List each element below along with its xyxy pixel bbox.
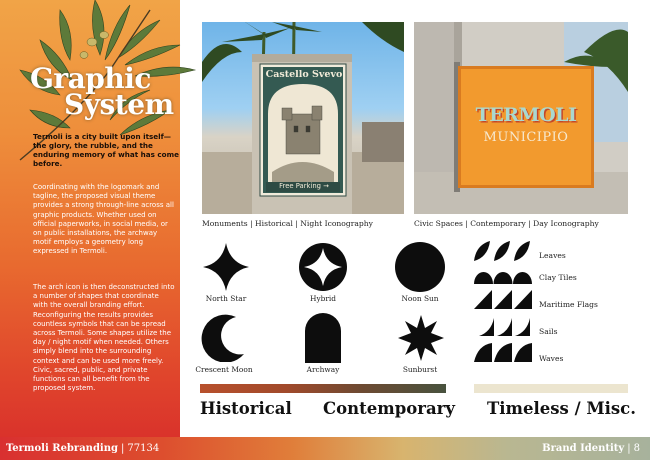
body-paragraph-1: Coordinating with the logomark and tagline, the proposed visual theme provides a strong through-line across all graphic products. Whether used on official paperworks, in social media, or on public installations, the archway motif employs a geometry long expressed in Termoli. xyxy=(33,183,174,256)
pattern-label-waves: Waves xyxy=(539,354,564,363)
footer-bar xyxy=(0,437,650,460)
page-title-line2: System xyxy=(64,88,174,121)
pattern-label-sails: Sails xyxy=(539,327,558,336)
sunburst-icon xyxy=(398,315,444,361)
arrow-right-icon: → xyxy=(323,182,329,190)
pattern-label-clay-tiles: Clay Tiles xyxy=(539,273,577,282)
footer-section-title: Brand Identity xyxy=(542,443,625,454)
page-title xyxy=(30,62,190,121)
civic-caption: Civic Spaces | Contemporary | Day Iconography xyxy=(414,219,599,228)
footer-project xyxy=(6,443,159,454)
lead-statement: Termoli is a city built upon itself—the glory, the rubble, and the enduring memory of what has come before. xyxy=(33,132,179,168)
page-title-line1: Graphic xyxy=(30,62,151,95)
historical-contemporary-gradient-bar xyxy=(200,384,446,393)
clay-tiles-pattern-icon xyxy=(474,270,532,284)
sign-subtitle: MUNICIPIO xyxy=(483,130,569,145)
footer-project-number: 77134 xyxy=(127,443,160,454)
archway-icon xyxy=(305,313,341,363)
category-contemporary: Contemporary xyxy=(323,399,455,418)
poster-title: Castello Svevo xyxy=(265,69,343,80)
footer-project-title: Termoli Rebranding xyxy=(6,443,118,454)
north-star-icon xyxy=(203,243,249,291)
poster-cta xyxy=(268,182,340,190)
shape-label-noon-sun: Noon Sun xyxy=(401,294,439,303)
waves-pattern-icon xyxy=(474,343,532,362)
footer-separator: | xyxy=(627,443,631,454)
footer-separator: | xyxy=(121,443,125,454)
crescent-moon-icon xyxy=(200,314,248,362)
category-historical: Historical xyxy=(200,399,292,418)
hybrid-icon xyxy=(299,243,347,291)
pattern-label-leaves: Leaves xyxy=(539,251,566,260)
civic-photo xyxy=(414,22,628,214)
leaves-pattern-icon xyxy=(474,241,532,261)
maritime-flags-pattern-icon xyxy=(474,290,532,309)
shape-label-crescent-moon: Crescent Moon xyxy=(195,365,253,374)
category-timeless: Timeless / Misc. xyxy=(487,399,636,418)
shape-label-sunburst: Sunburst xyxy=(402,365,438,374)
shape-label-hybrid: Hybrid xyxy=(310,294,336,303)
page-number: 8 xyxy=(633,443,640,454)
shape-label-north-star: North Star xyxy=(205,294,247,303)
monuments-caption: Monuments | Historical | Night Iconography xyxy=(202,219,373,228)
sails-pattern-icon xyxy=(479,318,531,336)
noon-sun-icon xyxy=(395,242,445,292)
poster-cta-label: Free Parking xyxy=(279,182,321,190)
timeless-bar xyxy=(474,384,628,393)
shape-label-archway: Archway xyxy=(306,365,340,374)
monuments-photo xyxy=(202,22,404,214)
footer-section xyxy=(542,443,640,454)
sign-title: TERMOLI xyxy=(475,104,577,126)
pattern-label-maritime-flags: Maritime Flags xyxy=(539,300,598,309)
body-paragraph-2: The arch icon is then deconstructed into a number of shapes that coordinate with the overall branding effort. Reconfiguring the results provides countless symbols that can be spread across Termoli. Some shapes utilize the day / night motif when needed. Others simply blend into the surrounding context and can be used more freely. Civic, sacred, public, and private functions can all benefit from the proposed system. xyxy=(33,283,175,393)
